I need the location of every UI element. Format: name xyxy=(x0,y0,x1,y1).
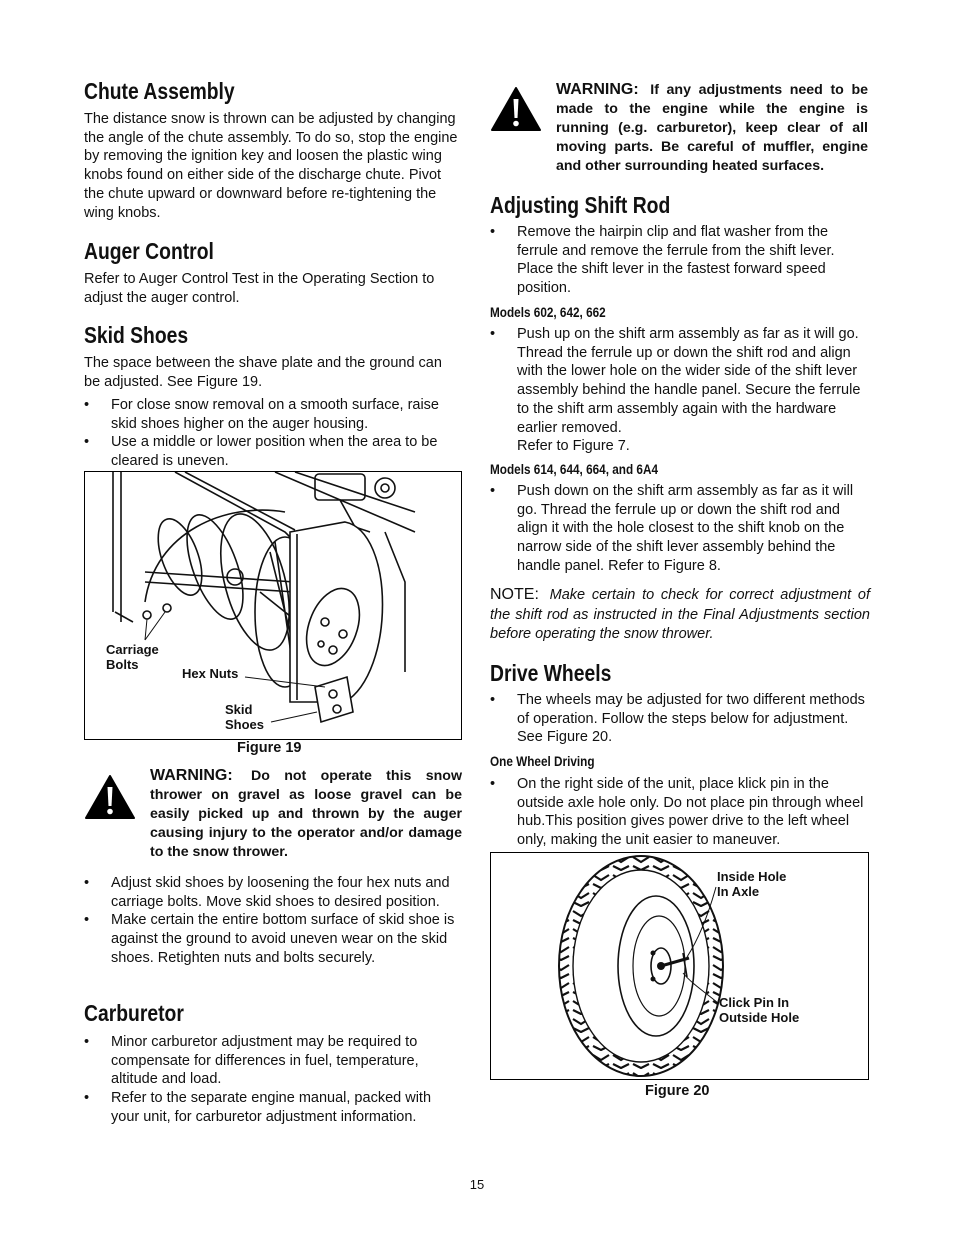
list-item: • The wheels may be adjusted for two different methods of operation. Follow the steps below for adjustment. See Figure 20. xyxy=(490,691,868,747)
warning-engine xyxy=(490,80,870,180)
shift-rod-note xyxy=(490,585,870,645)
shift-rod-list-2 xyxy=(490,325,868,456)
chute-assembly-text: The distance snow is thrown can be adjusted by changing the angle of the chute assembly. To do so, stop the engine by removing the ignition key and loosen the plastic wing knobs found on either side of the discharge chute. Pivot the chute upward or downward before re-tightening the wing knobs. xyxy=(84,111,458,221)
wheel-drawing xyxy=(491,853,868,1079)
snow-thrower-auger-drawing xyxy=(85,472,461,739)
drive-wheels-list-2 xyxy=(490,775,868,850)
auger-control-text: Refer to Auger Control Test in the Operating Section to adjust the auger control. xyxy=(84,271,435,306)
chute-assembly-heading: Chute Assembly xyxy=(84,78,235,104)
shift-rod-list-1 xyxy=(490,223,868,298)
figure-19-label-carriage xyxy=(106,642,159,672)
figure-19-caption: Figure 19 xyxy=(237,740,302,756)
auger-control-heading: Auger Control xyxy=(84,238,214,264)
page-number: 15 xyxy=(469,1177,485,1192)
drive-wheels-list-1 xyxy=(490,691,868,747)
warning-engine-text xyxy=(556,80,868,176)
figure-20-label-click-pin xyxy=(719,995,799,1025)
skid-shoes-adjust-list xyxy=(84,874,462,968)
figure-20-illustration xyxy=(490,852,869,1080)
figure-20-label-inside-hole xyxy=(717,869,786,899)
list-item: • Adjust skid shoes by loosening the four hex nuts and carriage bolts. Move skid shoes to desired position. xyxy=(84,874,462,911)
label-line: Shoes xyxy=(225,717,265,732)
list-item: • Use a middle or lower position when the area to be cleared is uneven. xyxy=(84,433,462,470)
warning-body: If any adjustments need to be made to the engine while the engine is running (e.g. carburetor), keep clear of all moving parts. Be careful of muffler, engine and other surrounding heated surfaces. xyxy=(556,82,868,174)
figure-20-caption: Figure 20 xyxy=(645,1083,710,1099)
list-item: • Push down on the shift arm assembly as far as it will go. Thread the ferrule up or down the shift rod and align it with the hole closest to the shift knob on the narrow side of the shift lever assembly behind the handle panel. Refer to Figure 8. xyxy=(490,482,868,576)
warning-gravel-text xyxy=(150,766,462,862)
list-item-reference: Refer to Figure 7. xyxy=(517,438,630,455)
label-line: Carriage xyxy=(106,642,159,657)
list-item: • Minor carburetor adjustment may be required to compensate for differences in fuel, temperature, altitude and load. xyxy=(84,1033,462,1089)
label-line: Click Pin In xyxy=(719,995,790,1010)
skid-shoes-heading: Skid Shoes xyxy=(84,322,189,348)
note-body: Make certain to check for correct adjustment of the shift rod as instructed in the Final Adjustments section before operating the snow thrower. xyxy=(490,587,871,642)
label-line: Inside Hole xyxy=(717,869,787,884)
figure-19-illustration xyxy=(84,471,462,740)
label-line: Outside Hole xyxy=(719,1010,800,1025)
models-602-subheading: Models 602, 642, 662 xyxy=(490,304,606,320)
figure-19-label-skid-shoes xyxy=(225,702,264,732)
drive-wheels-heading: Drive Wheels xyxy=(490,660,612,686)
one-wheel-driving-subheading: One Wheel Driving xyxy=(490,753,595,769)
models-614-subheading: Models 614, 644, 664, and 6A4 xyxy=(490,461,658,477)
skid-shoes-text: The space between the shave plate and the ground can be adjusted. See Figure 19. xyxy=(84,355,442,390)
carburetor-list xyxy=(84,1033,462,1127)
warning-body: Do not operate this snow thrower on gravel as loose gravel can be easily picked up and thrown by the auger causing injury to the operator and/or damage to the snow thrower. xyxy=(150,768,462,860)
list-item xyxy=(490,325,868,456)
label-line: Bolts xyxy=(106,657,139,672)
skid-shoes-list xyxy=(84,396,462,471)
list-item: • Refer to the separate engine manual, packed with your unit, for carburetor adjustment information. xyxy=(84,1089,462,1126)
list-item-text: Push up on the shift arm assembly as far as it will go. Thread the ferrule up or down the shift rod and align with the lower hole on the wider side of the shift lever assembly behind the handle panel. Secure the ferrule to the shift arm assembly again with the hardware earlier removed. xyxy=(517,326,861,436)
label-line: In Axle xyxy=(717,884,760,899)
label-line: Skid xyxy=(225,702,253,717)
list-item: • On the right side of the unit, place klick pin in the outside axle hole only. Do not place pin through wheel hub.This position gives power drive to the left wheel only, making the unit easier to maneuver. xyxy=(490,775,868,850)
warning-label: WARNING: xyxy=(150,767,233,784)
adjusting-shift-rod-heading: Adjusting Shift Rod xyxy=(490,192,671,218)
list-item: • Remove the hairpin clip and flat washer from the ferrule and remove the ferrule from the shift lever. Place the shift lever in the fastest forward speed position. xyxy=(490,223,868,298)
shift-rod-list-3 xyxy=(490,482,868,576)
warning-label: WARNING: xyxy=(556,81,639,98)
note-label: NOTE: xyxy=(490,586,539,603)
warning-triangle-icon xyxy=(490,86,542,132)
figure-19-label-hex-nuts: Hex Nuts xyxy=(182,666,239,681)
list-item: • Make certain the entire bottom surface of skid shoe is against the ground to avoid uneven wear on the skid shoes. Retighten nuts and bolts securely. xyxy=(84,911,462,967)
list-item: • For close snow removal on a smooth surface, raise skid shoes higher on the auger housing. xyxy=(84,396,462,433)
warning-gravel xyxy=(84,766,462,866)
carburetor-heading: Carburetor xyxy=(84,1000,184,1026)
warning-triangle-icon xyxy=(84,774,136,820)
